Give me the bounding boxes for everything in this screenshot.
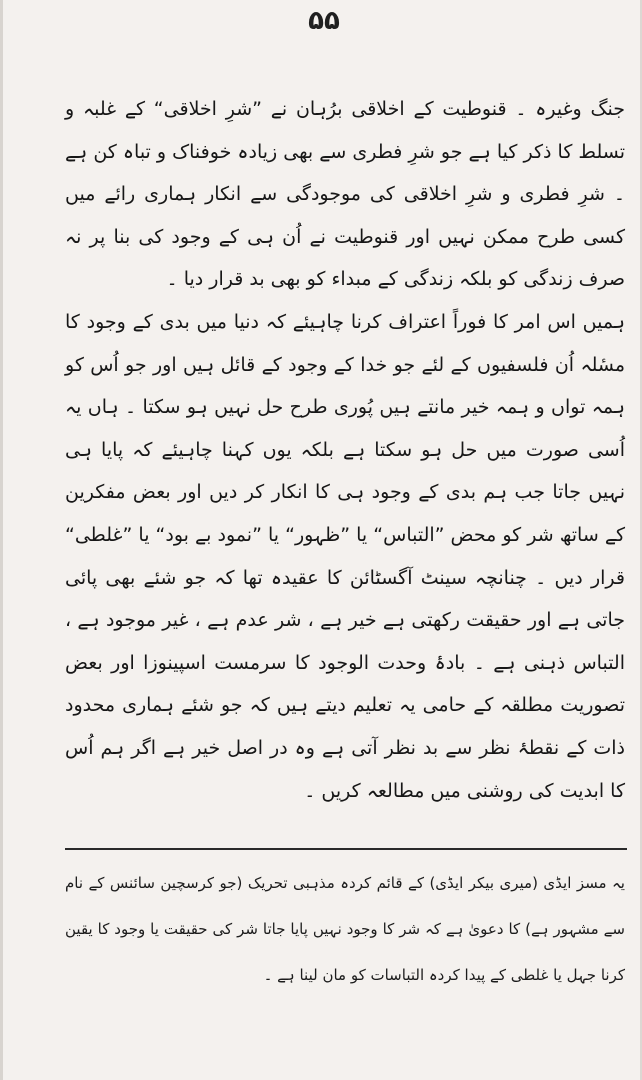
footnote-1: یہ مسز ایڈی (میری بیکر ایڈی) کے قائم کردہ مذہبی تحریک (جو کرسچین سائنس کے نام سے مشہور ہے) کا دعویٰ ہے کہ شر کا وجود نہیں پایا جاتا شر کی حقیقت یا وجود کا یقین کرنا جہل یا غلطی کے پیدا کردہ التباسات کو مان لینا ہے ۔ <box>65 874 625 984</box>
paragraph-1: جنگ وغیرہ ۔ قنوطیت کے اخلاقی برُہان نے ”شرِ اخلاقی“ کے غلبہ و تسلط کا ذکر کیا ہے جو شرِ فطری سے بھی زیادہ خوفناک و تباہ کن ہے ۔ شرِ فطری و شرِ اخلاقی کی موجودگی سے انکار ہماری رائے میں کسی طرح ممکن نہیں اور قنوطیت نے اُن ہی کے وجود کی بنا پر نہ صرف زندگی کو بلکہ زندگی کے مبداء کو بھی بد قرار دیا ۔ <box>65 98 625 291</box>
footnote-divider <box>65 848 627 850</box>
main-text <box>65 88 625 812</box>
footnote-section <box>65 860 625 998</box>
page-number: ۵۵ <box>308 6 340 36</box>
paragraph-2: ہمیں اس امر کا فوراً اعتراف کرنا چاہیئے کہ دنیا میں بدی کے وجود کا مسٔلہ اُن فلسفیوں کے لئے جو خدا کے وجود کے قائل ہیں اور جو اُس کو ہمہ تواں و ہمہ خیر مانتے ہیں پُوری طرح حل نہیں ہو سکتا ۔ ہاں یہ اُسی صورت میں حل ہو سکتا ہے بلکہ یوں کہنا چاہیئے کہ پایا ہی نہیں جاتا جب ہم بدی کے وجود ہی کا انکار کر دیں اور بعض مفکرین کے ساتھ شر کو محض ”التباس“ یا ”ظہور“ یا ”نمود بے بود“ یا ”غلطی“ قرار دیں ۔ چنانچہ سینٹ آگسٹائن کا عقیدہ تھا کہ جو شئے بھی پائی جاتی ہے اور حقیقت رکھتی ہے خیر ہے ، شر عدم ہے ، غیر موجود ہے ، التباس ذہنی ہے ۔ بادۂ وحدت الوجود کا سرمست اسپینوزا اور بعض تصوریت مطلقہ کے حامی یہ تعلیم دیتے ہیں کہ جو شئے ہماری محدود ذات کے نقطۂ نظر سے بد نظر آتی ہے وہ در اصل خیر ہے اگر ہم اُس کا ابدیت کی روشنی میں مطالعہ کریں ۔ <box>65 310 625 802</box>
